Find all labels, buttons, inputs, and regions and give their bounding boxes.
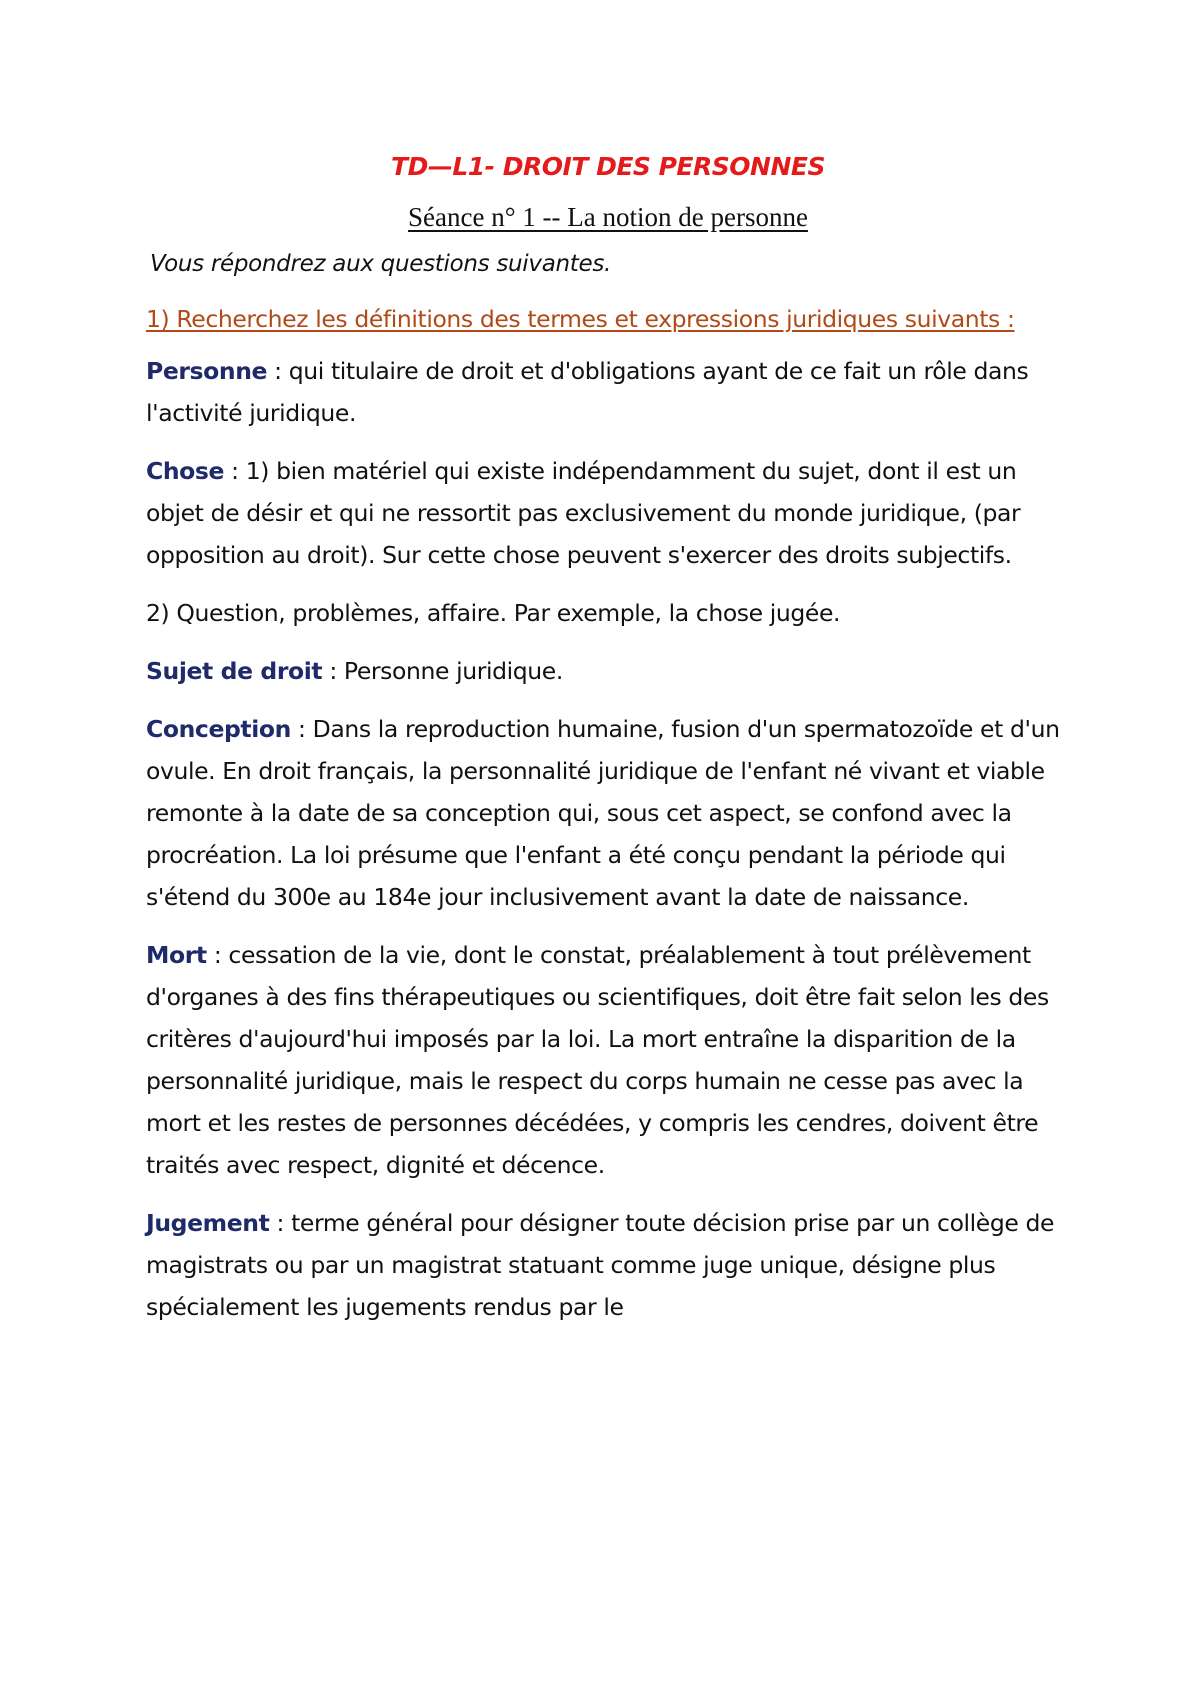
document-title: TD—L1- DROIT DES PERSONNES (391, 152, 825, 181)
session-heading: Séance n° 1 -- La notion de personne (408, 202, 808, 232)
definition-term: Conception (146, 715, 291, 743)
definition-term: Mort (146, 941, 207, 969)
definition-text: : Personne juridique. (322, 657, 563, 685)
definition-text: : terme général pour désigner toute décision prise par un collège de magistrats ou par un magistrat statuant comme juge unique, désigne plus spécialement les jugements rendus par le (146, 1209, 1055, 1321)
definition-conception (146, 708, 1070, 918)
definition-sujet-de-droit (146, 650, 1070, 692)
question-heading: 1) Recherchez les définitions des termes et expressions juridiques suivants : (146, 305, 1015, 333)
definition-jugement (146, 1202, 1070, 1328)
definition-term: Chose (146, 457, 225, 485)
definition-text: : 1) bien matériel qui existe indépendamment du sujet, dont il est un objet de désir et qui ne ressortit pas exclusivement du monde juridique, (par opposition au droit). Sur cette chose peuvent s'exercer des droits subjectifs. (146, 457, 1021, 569)
definition-text: : qui titulaire de droit et d'obligations ayant de ce fait un rôle dans l'activité juridique. (146, 357, 1029, 427)
definition-chose (146, 450, 1070, 576)
definition-term: Jugement (146, 1209, 270, 1237)
instruction-text: Vous répondrez aux questions suivantes. (150, 251, 612, 277)
definition-text: : Dans la reproduction humaine, fusion d'un spermatozoïde et d'un ovule. En droit français, la personnalité juridique de l'enfant né vivant et viable remonte à la date de sa conception qui, sous cet aspect, se confond avec la procréation. La loi présume que l'enfant a été conçu pendant la période qui s'étend du 300e au 184e jour inclusivement avant la date de naissance. (146, 715, 1060, 911)
definition-term: Personne (146, 357, 268, 385)
definition-chose-2 (146, 592, 1070, 634)
definition-term: Sujet de droit (146, 657, 323, 685)
definition-personne (146, 350, 1070, 434)
definition-mort (146, 934, 1070, 1186)
definition-text: : cessation de la vie, dont le constat, préalablement à tout prélèvement d'organes à des fins thérapeutiques ou scientifiques, doit être fait selon les des critères d'aujourd'hui imposés par la loi. La mort entraîne la disparition de la personnalité juridique, mais le respect du corps humain ne cesse pas avec la mort et les restes de personnes décédées, y compris les cendres, doivent être traités avec respect, dignité et décence. (146, 941, 1049, 1179)
definition-text: 2) Question, problèmes, affaire. Par exemple, la chose jugée. (146, 599, 841, 627)
